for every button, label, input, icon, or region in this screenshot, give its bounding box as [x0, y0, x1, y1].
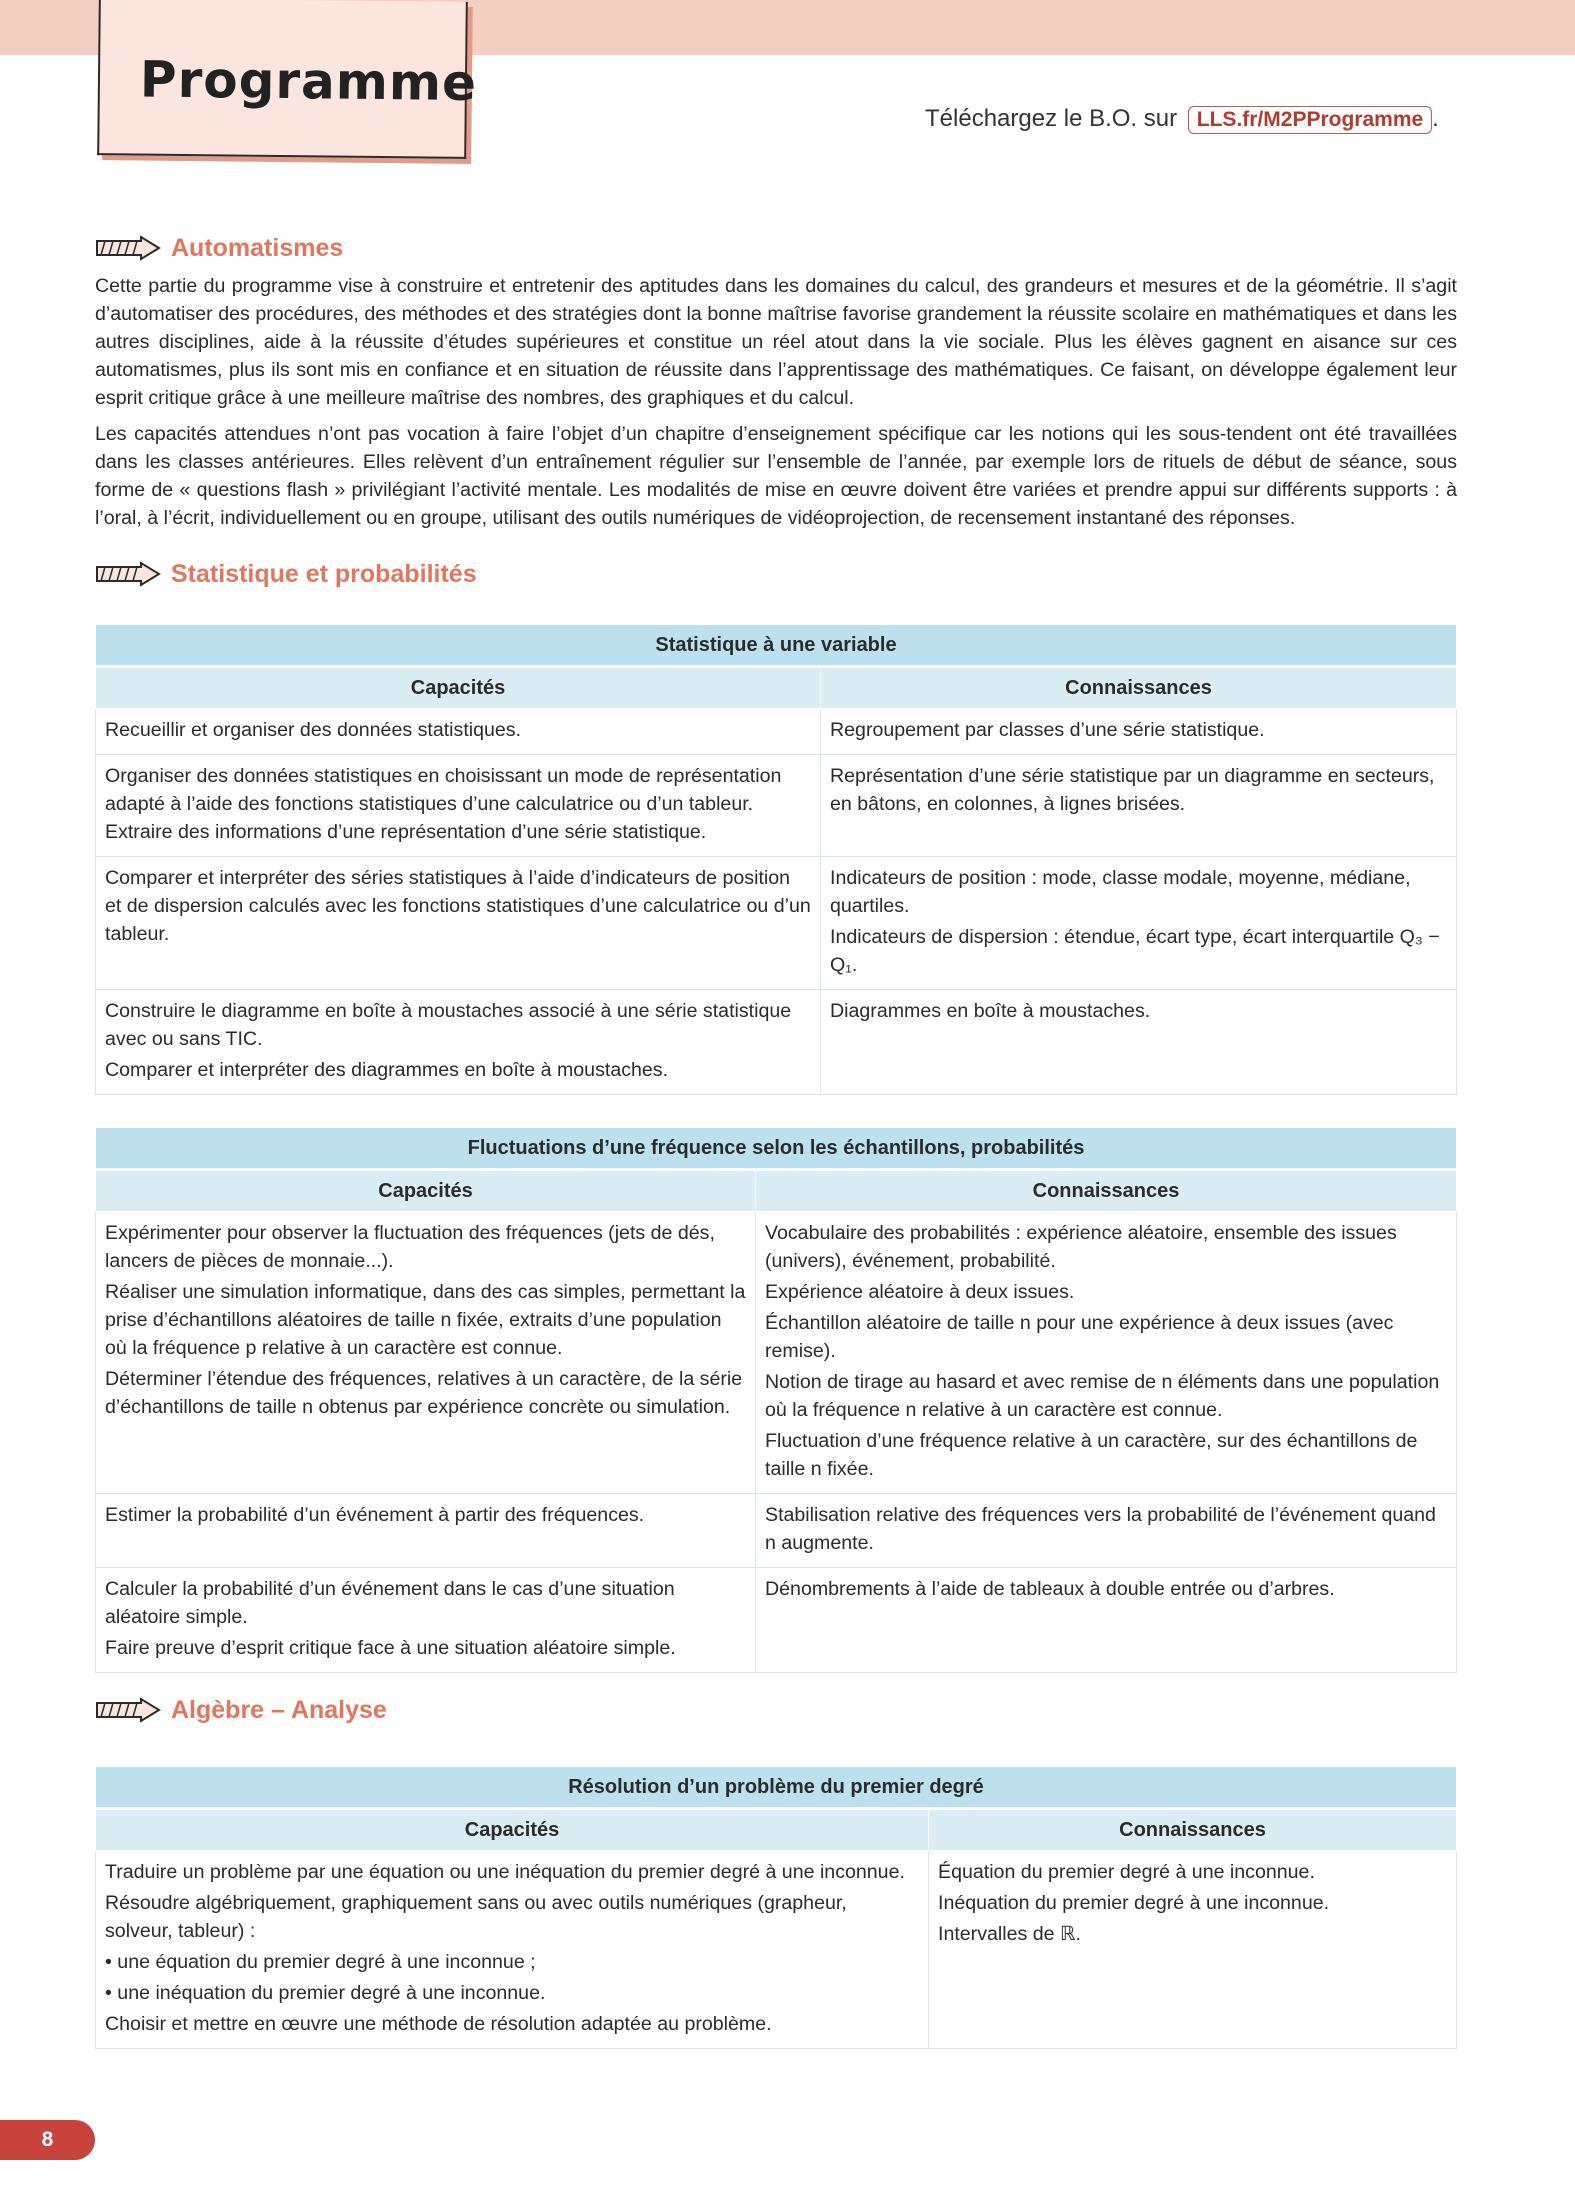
cell-text: Intervalles de ℝ. — [938, 1923, 1081, 1945]
heading-automatismes: Automatismes — [171, 233, 344, 262]
section-heading — [95, 554, 1457, 594]
table-title: Statistique à une variable — [96, 625, 1457, 667]
col-capacites: Capacités — [96, 667, 821, 709]
download-text: Téléchargez le B.O. sur — [925, 105, 1178, 132]
cell-text: Expérimenter pour observer la fluctuation des fréquences (jets de dés, lancers de pièces de monnaie...). — [105, 1222, 715, 1272]
col-capacites: Capacités — [96, 1170, 756, 1212]
cell-text: Réaliser une simulation informatique, dans des cas simples, permettant la prise d’échantillons aléatoires de taille n fixée, extraits d’une population où la fréquence p relative à un caractère est connue. — [105, 1281, 746, 1359]
table-row — [96, 1212, 1457, 1494]
col-connaissances: Connaissances — [756, 1170, 1457, 1212]
cell-capacites — [96, 1212, 756, 1494]
cell-text: Déterminer l’étendue des fréquences, relatives à un caractère, de la série d’échantillons de taille n obtenus par expérience concrète ou simulation. — [105, 1368, 743, 1418]
table-row — [96, 1851, 1457, 2049]
cell-text: Estimer la probabilité d’un événement à partir des fréquences. — [105, 1504, 645, 1526]
table-row — [96, 1494, 1457, 1568]
cell-text: Fluctuation d’une fréquence relative à un caractère, sur des échantillons de taille n fixée. — [765, 1430, 1418, 1480]
program-link[interactable]: LLS.fr/M2PProgramme — [1188, 106, 1432, 134]
cell-connaissances — [821, 755, 1457, 857]
col-connaissances: Connaissances — [821, 667, 1457, 709]
cell-text: Dénombrements à l’aide de tableaux à double entrée ou d’arbres. — [765, 1578, 1335, 1600]
cell-text: Calculer la probabilité d’un événement dans le cas d’une situation aléatoire simple. — [105, 1578, 675, 1628]
cell-text: Comparer et interpréter des séries statistiques à l’aide d’indicateurs de position et de dispersion calculés avec les fonctions statistiques d’une calculatrice ou d’un tableur. — [105, 867, 811, 945]
table-premier-degre — [95, 1766, 1457, 2049]
section-algebre — [95, 1690, 1457, 2049]
cell-text: Traduire un problème par une équation ou une inéquation du premier degré à une inconnue. — [105, 1861, 905, 1883]
cell-capacites — [96, 990, 821, 1095]
heading-algebre: Algèbre – Analyse — [171, 1695, 387, 1724]
cell-capacites — [96, 1851, 929, 2049]
cell-connaissances — [821, 709, 1457, 755]
download-line — [925, 105, 1439, 134]
section-statistique — [95, 554, 1457, 1673]
table-title: Fluctuations d’une fréquence selon les échantillons, probabilités — [96, 1128, 1457, 1170]
cell-capacites — [96, 709, 821, 755]
col-capacites: Capacités — [96, 1809, 929, 1851]
cell-text: Choisir et mettre en œuvre une méthode de résolution adaptée au problème. — [105, 2013, 772, 2035]
cell-text: • une inéquation du premier degré à une inconnue. — [105, 1982, 546, 2004]
cell-text: Regroupement par classes d’une série statistique. — [830, 719, 1265, 741]
cell-text: Construire le diagramme en boîte à moustaches associé à une série statistique avec ou sans TIC. — [105, 1000, 792, 1050]
cell-text: Notion de tirage au hasard et avec remise de n éléments dans une population où la fréquence n relative à un caractère est connue. — [765, 1371, 1440, 1421]
table-row — [96, 709, 1457, 755]
cell-text: Indicateurs de dispersion : étendue, écart type, écart interquartile Q₃ − Q₁. — [830, 926, 1440, 976]
cell-text: Expérience aléatoire à deux issues. — [765, 1281, 1075, 1303]
page-number: 8 — [0, 2120, 95, 2160]
cell-text: Indicateurs de position : mode, classe modale, moyenne, médiane, quartiles. — [830, 867, 1411, 917]
cell-capacites — [96, 1494, 756, 1568]
cell-text: Diagrammes en boîte à moustaches. — [830, 1000, 1151, 1022]
cell-text: Résoudre algébriquement, graphiquement sans ou avec outils numériques (grapheur, solveur, tableur) : — [105, 1892, 847, 1942]
cell-text: Stabilisation relative des fréquences vers la probabilité de l’événement quand n augmente. — [765, 1504, 1436, 1554]
section-heading — [95, 228, 1457, 268]
table-row — [96, 857, 1457, 990]
table-row — [96, 1568, 1457, 1673]
section-heading — [95, 1690, 1457, 1730]
cell-capacites — [96, 1568, 756, 1673]
title-tab — [97, 0, 478, 159]
page-title: Programme — [139, 50, 478, 113]
cell-connaissances — [756, 1212, 1457, 1494]
cell-connaissances — [756, 1568, 1457, 1673]
pencil-arrow-icon — [95, 1695, 161, 1725]
cell-connaissances — [929, 1851, 1457, 2049]
section-automatismes — [95, 228, 1457, 532]
cell-text: Recueillir et organiser des données statistiques. — [105, 719, 522, 741]
cell-text: Inéquation du premier degré à une inconnue. — [938, 1892, 1330, 1914]
cell-text: • une équation du premier degré à une inconnue ; — [105, 1951, 536, 1973]
paragraph: Cette partie du programme vise à construire et entretenir des aptitudes dans les domaines du calcul, des grandeurs et mesures et de la géométrie. Il s’agit d’automatiser des procédures, des méthodes et des stratégies dont la bonne maîtrise favorise grandement la réussite scolaire en mathématiques et dans les autres disciplines, aide à la réussite d’études supérieures et constitue un réel atout dans la vie sociale. Plus les élèves gagnent en aisance sur ces automatismes, plus ils sont mis en confiance et en situation de réussite dans l’apprentissage des mathématiques. Ce faisant, on développe également leur esprit critique grâce à une meilleure maîtrise des nombres, des graphiques et du calcul. — [95, 275, 1457, 409]
cell-text: Faire preuve d’esprit critique face à une situation aléatoire simple. — [105, 1637, 676, 1659]
table-fluctuations — [95, 1127, 1457, 1673]
paragraph: Les capacités attendues n’ont pas vocation à faire l’objet d’un chapitre d’enseignement spécifique car les notions qui les sous-tendent ont été travaillées dans les classes antérieures. Elles relèvent d’un entraînement régulier sur l’ensemble de l’année, par exemple lors de rituels de début de séance, sous forme de « questions flash » privilégiant l’activité mentale. Les modalités de mise en œuvre doivent être variées et prendre appui sur différents supports : à l’oral, à l’écrit, individuellement ou en groupe, utilisant des outils numériques de vidéoprojection, de recensement instantané des réponses. — [95, 423, 1457, 529]
table-statistique — [95, 624, 1457, 1095]
pencil-arrow-icon — [95, 559, 161, 589]
cell-connaissances — [821, 990, 1457, 1095]
table-row — [96, 990, 1457, 1095]
table-row — [96, 755, 1457, 857]
download-suffix: . — [1432, 105, 1439, 132]
table-title: Résolution d’un problème du premier degré — [96, 1767, 1457, 1809]
pencil-arrow-icon — [95, 233, 161, 263]
cell-connaissances — [756, 1494, 1457, 1568]
cell-text: Équation du premier degré à une inconnue. — [938, 1861, 1315, 1883]
cell-text: Échantillon aléatoire de taille n pour une expérience à deux issues (avec remise). — [765, 1312, 1394, 1362]
cell-capacites — [96, 755, 821, 857]
cell-capacites — [96, 857, 821, 990]
col-connaissances: Connaissances — [929, 1809, 1457, 1851]
cell-text: Représentation d’une série statistique par un diagramme en secteurs, en bâtons, en colonnes, à lignes brisées. — [830, 765, 1435, 815]
heading-statistique: Statistique et probabilités — [171, 559, 477, 588]
cell-text: Vocabulaire des probabilités : expérience aléatoire, ensemble des issues (univers), événement, probabilité. — [765, 1222, 1397, 1272]
cell-text: Organiser des données statistiques en choisissant un mode de représentation adapté à l’aide des fonctions statistiques d’une calculatrice ou d’un tableur. Extraire des informations d’une représentation d’une série statistique. — [105, 765, 782, 843]
cell-connaissances — [821, 857, 1457, 990]
cell-text: Comparer et interpréter des diagrammes en boîte à moustaches. — [105, 1059, 669, 1081]
